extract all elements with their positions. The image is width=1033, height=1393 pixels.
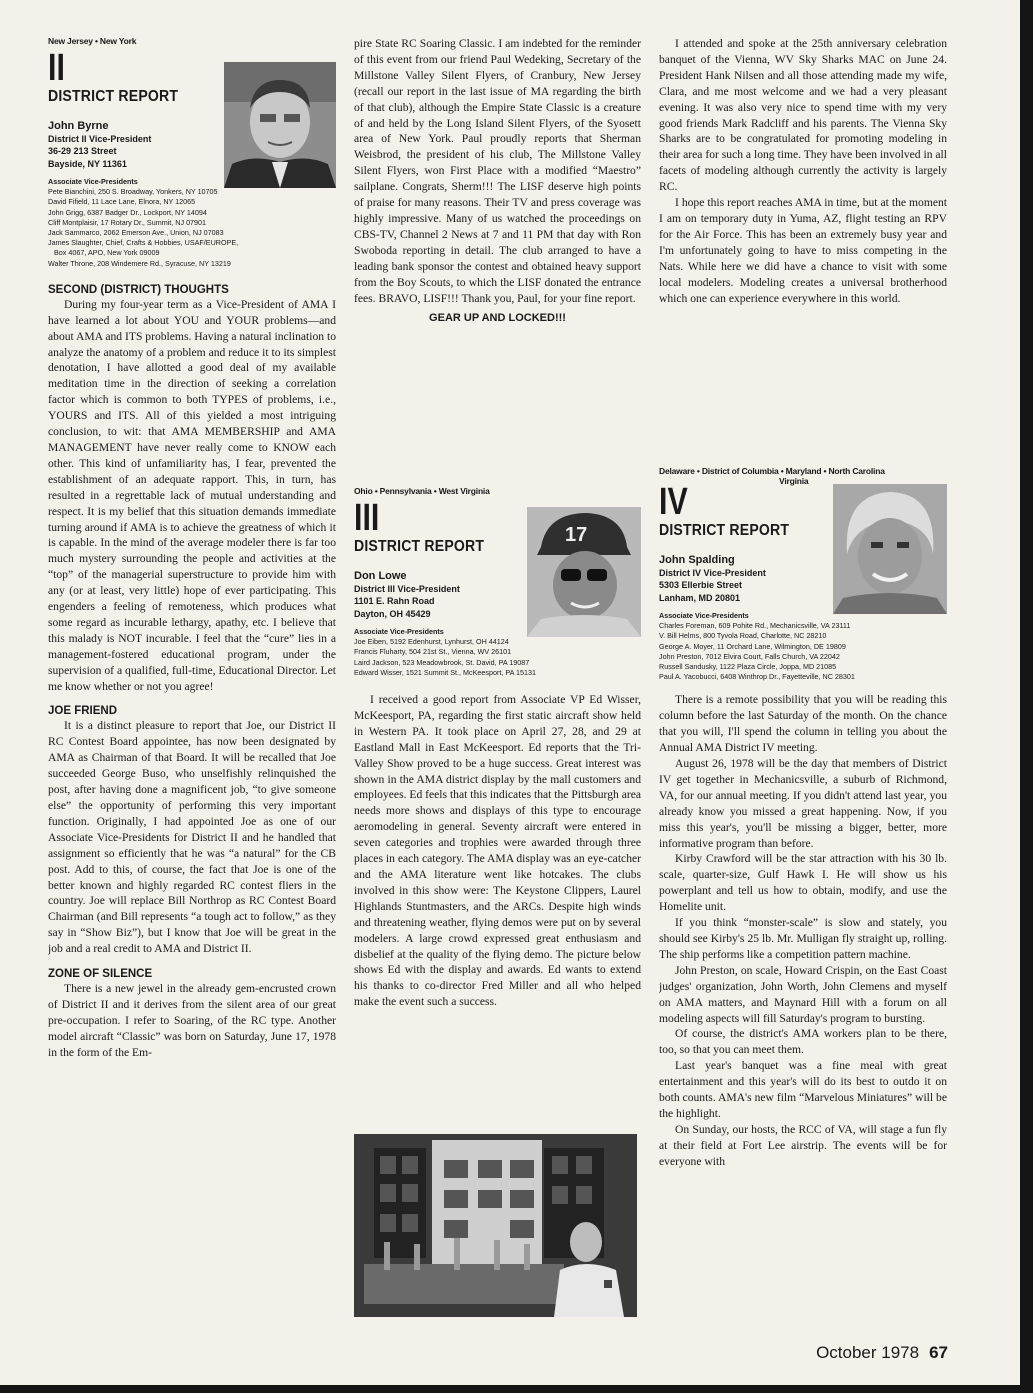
body-paragraph: During my four-year term as a Vice-President of AMA I have learned a lot about YOU and YOUR problems—and about AMA and ITS problems. Having a natural inclination to analyze the anatomy of a problem and reduce it to its simplest denotation, I have allotted a good deal of my available meditation time in the direction of seeking a correlation factor which is common to both TYPES of problems, i.e., YOURS and ITS. All of this yielded a most intriguing conclusion, to wit: that AMA MEMBERSHIP and AMA MANAGEMENT have never really come to KNOW each other. This kind of unfamiliarity has, I fear, prevented the establishment of an adequate rapport. This, in turn, has resulted in a regrettable lack of mutual understanding and respect. It is my belief that this situation demands immediate turning around if AMA is to achieve the greatness of which it is capable. In the mind of the average modeler there is far too much mystery surrounding the people and activities at the “top” of the managerial superstructure to provide him with any (or at least, very little) hope of ever participating. This engenders a feeling of remoteness, which produces what some regard as incurable lethargy, apathy, etc. I believe that this malady is NOT incurable. I feel that the “cure” lies in a management-fostered educational program, under the supervision of a qualified, full-time, Educational Director. Let me know whether or not you agree! — [48, 297, 336, 693]
associate-entry: Jack Sammarco, 2062 Emerson Ave., Union, NJ 07083 — [48, 228, 224, 238]
column-2 — [354, 36, 641, 1326]
body-paragraph-continued: pire State RC Soaring Classic. I am indebted for the reminder of this event from our friend Paul Wedeking, Secretary of the Millstone Valley Silent Flyers, of Cranbury, New Jersey (recall our report in the last issue of MA regarding the birth of that club), although the Empire State Classic is a creature of and held by the Long Island Silent Flyers, of the Syosett area of New York. Paul proudly reports that Sherman Weisbrod, the president of his club, The Millstone Valley Silent Flyers, won First Place with a modified “Maestro” sailplane. Congrats, Sherm!!! The LISF deserve high points of praise for many reasons. Their TV and press coverage was highly impressive. Many of us watched the proceedings on CBS-TV, Channel 2 News at 7 and 11 PM that day with Ron Swoboda reporting in detail. The club arranged to have a leading bank sponsor the contest and obtained heavy support from the Boy Scouts, to which the LISF donated the entrance fees. BRAVO, LISF!!! Thank you, Paul, for your fine report. — [354, 37, 641, 305]
associate-entry: Charles Foreman, 609 Pohite Rd., Mechanicsville, VA 23111 — [659, 621, 851, 631]
section-heading: ZONE OF SILENCE — [48, 968, 153, 981]
column-1 — [48, 36, 336, 1326]
body-paragraph: I hope this report reaches AMA in time, but at the moment I am on temporary duty in Yuma, AZ, flight testing an RPV for the Air Force. This has been an extremely busy year and I'm unfortunately going to have to miss competing in the Nats. While here we did have a chance to visit with some local modelers. Modeling creates a universal brotherhood which one can experience everywhere in this world. — [659, 196, 947, 305]
body-paragraph: Of course, the district's AMA workers plan to be there, too, so that you can meet them. — [659, 1027, 947, 1057]
vp-address-line-1: 1101 E. Rahn Road — [354, 596, 435, 606]
associate-entry: David Fifield, 11 Lace Lane, Elnora, NY 12065 — [48, 197, 196, 207]
vp-name: John Spalding — [659, 554, 735, 566]
associate-entry: Francis Fluharty, 504 21st St., Vienna, WV 26101 — [354, 647, 512, 657]
vp-address-line-1: 5303 Ellerbie Street — [659, 580, 743, 590]
associate-entry: Pete Bianchini, 250 S. Broadway, Yonkers, NY 10705 — [48, 187, 218, 197]
vp-name: Don Lowe — [354, 570, 407, 582]
district-2-associates — [48, 177, 336, 269]
associate-entry: Paul A. Yacobucci, 6408 Winthrop Dr., Fayetteville, NC 28301 — [659, 672, 855, 682]
associate-entry: Edward Wisser, 1521 Summit St., McKeesport, PA 15131 — [354, 667, 537, 677]
issue-date: October 1978 — [816, 1343, 920, 1362]
vp-address-line-1: 36-29 213 Street — [48, 146, 117, 156]
body-paragraph: There is a remote possibility that you will be reading this column before the last Saturday of the month. On the chance that you will, I'll spend the column in telling you about the Annual AMA District IV meeting. — [659, 693, 947, 755]
section-heading: SECOND (DISTRICT) THOUGHTS — [48, 283, 229, 296]
associates-heading: Associate Vice-Presidents — [48, 177, 138, 186]
district-3-heading: DISTRICT REPORT — [354, 538, 485, 555]
svg-text:17: 17 — [565, 524, 588, 546]
body-paragraph: Kirby Crawford will be the star attraction with his 30 lb. scale, quarter-size, Gulf Hawk I. He will show us his powerplant and tell us how to obtain, modify, and use the Homelite unit. — [659, 852, 947, 914]
scan-border-right — [1020, 0, 1033, 1393]
vp-address-line-2: Dayton, OH 45429 — [354, 608, 431, 619]
body-paragraph: John Preston, on scale, Howard Crispin, on the East Coast judges' organization, John Worth, John Clemens and myself on AMA matters, and Maynard Hill with a forum on all modeling aspects will fill Saturday's program to bursting. — [659, 963, 947, 1025]
associate-entry: James Slaughter, Chief, Crafts & Hobbies, USAF/EUROPE, — [48, 238, 239, 248]
associate-entry: Joe Eiben, 5192 Edenhurst, Lynhurst, OH 44124 — [354, 637, 509, 647]
district-2-region: New Jersey • New York — [48, 36, 137, 46]
body-paragraph: There is a new jewel in the already gem-encrusted crown of District II and it derives from the silent area of our great pre-occupation. I refer to Soaring, of the RC type. Another model aircraft “Classic” was born on Saturday, June 17, 1978 in the form of the Em- — [48, 982, 336, 1059]
district-3-numeral: III — [354, 497, 380, 539]
associate-entry: Walter Throne, 208 Windemere Rd., Syracuse, NY 13219 — [48, 258, 231, 268]
vp-address-line-2: Bayside, NY 11361 — [48, 158, 127, 169]
section-heading: JOE FRIEND — [48, 705, 118, 718]
portrait-john-byrne — [224, 62, 336, 188]
associate-entry: Cliff Montplaisir, 17 Rotary Dr., Summit, NJ 07901 — [48, 217, 207, 227]
portrait-don-lowe — [527, 507, 641, 637]
column-3 — [659, 36, 947, 1326]
body-paragraph: August 26, 1978 will be the day that members of District IV get together in Mechanicsville, a suburb of Richmond, VA, for our annual meeting. If you didn't attend last year, you already know you missed a great happening. Now, if you miss this year's, you'll be missing a bigger, better, more informative program than before. — [659, 757, 947, 850]
body-paragraph: I received a good report from Associate VP Ed Wisser, McKeesport, PA, regarding the first static aircraft show held in Western PA. It took place on April 27, 28, and 29 at Eastland Mall in East McKeesport. Ed reports that the Tri-Valley Show proved to be a huge success. Great interest was shown in the AMA district display by the mall customers and employees. Ed feels that this indicates that the Pittsburgh area needs more shows and displays of this type to encourage aeromodeling in general. Seventy aircraft were entered in seven categories and trophies were awarded through three places in each category. The AMA display was an eye-catcher and the AMA literature went like hotcakes. The clubs involved in this show were: The Keystone Clippers, Laurel Highlands Stuntmasters, and the ARCs. Despite high winds and threatening weather, flying demos were put on by several modelers. A large crowd expressed great enthusiasm and disbelief at the quality of the flying demo. The picture below shows Ed with the display and awards. Ed wants to extend his thanks to co-director Fred Miller and all who helped make the event such a success. — [354, 693, 641, 1009]
associates-heading: Associate Vice-Presidents — [659, 611, 749, 620]
vp-title: District III Vice-President — [354, 583, 460, 594]
district-3-region: Ohio • Pennsylvania • West Virginia — [354, 486, 490, 496]
scan-border-bottom — [0, 1385, 1033, 1393]
district-2-numeral: II — [48, 47, 65, 89]
associate-entry: George A. Moyer, 11 Orchard Lane, Wilmington, DE 19809 — [659, 641, 846, 651]
vp-name: John Byrne — [48, 120, 109, 132]
body-paragraph: If you think “monster-scale” is slow and stately, you should see Kirby's 25 lb. Mr. Mulligan fly straight up, rolling. The ship performs like a competition pattern machine. — [659, 916, 947, 961]
associate-entry: John Grigg, 6387 Badger Dr., Lockport, NY 14094 — [48, 207, 207, 217]
body-paragraph: I attended and spoke at the 25th anniversary celebration banquet of the Vienna, WV Sky Sharks MAC on June 24. President Hank Nilsen and all those attending made my wife, Clara, and me most welcome and we had a very pleasant evening. It was also very nice to spend time with my very good friends Mark Radcliff and his parents. The Vienna Sky Sharks are to be congratulated for promoting modeling in their area for such a long time. They have been involved in all facets of modeling although currently the activity is largely RC. — [659, 37, 947, 194]
associate-entry: Laird Jackson, 523 Meadowbrook, St. David, PA 19087 — [354, 657, 530, 667]
associate-entry: Russell Sandusky, 1122 Plaza Circle, Joppa, MD 21085 — [659, 662, 837, 672]
district-4-heading: DISTRICT REPORT — [659, 522, 790, 539]
vp-title: District II Vice-President — [48, 133, 152, 144]
district-4-body — [659, 692, 947, 1169]
page-footer — [816, 1343, 948, 1363]
page-number: 67 — [929, 1343, 948, 1362]
district-4-numeral: IV — [659, 481, 688, 523]
associate-entry: V. Bill Helms, 800 Tyvola Road, Charlotte, NC 28210 — [659, 631, 827, 641]
district-2-heading: DISTRICT REPORT — [48, 88, 179, 105]
associates-heading: Associate Vice-Presidents — [354, 627, 444, 636]
display-photo — [354, 1134, 637, 1317]
district-4-region-line-2: Virginia — [779, 476, 809, 486]
body-paragraph: On Sunday, our hosts, the RCC of VA, will stage a fun fly at their field at Fort Lee airstrip. The events will be for everyone with — [659, 1122, 947, 1168]
associate-entry: Box 4067, APO, New York 09009 — [54, 248, 160, 258]
district-4-region: Delaware • District of Columbia • Maryland • North Carolina — [659, 466, 885, 476]
body-paragraph: Last year's banquet was a fine meal with great entertainment and this year's will do its best to outdo it on both counts. AMA's new film “Marvelous Miniatures” will be the highlight. — [659, 1059, 947, 1120]
vp-title: District IV Vice-President — [659, 567, 766, 578]
vp-address-line-2: Lanham, MD 20801 — [659, 592, 741, 603]
closing-line: GEAR UP AND LOCKED!!! — [429, 312, 566, 325]
body-paragraph: It is a distinct pleasure to report that Joe, our District II RC Contest Board appointee, has now been designated by AMA as Chairman of that Board. It will be recalled that Joe succeeded George Buso, who unselfishly relinquished the post, after having done a magnificent job, “to give someone else” the opportunity of performing this very important function. Originally, I had appointed Joe as one of our Associate Vice-Presidents for District II and he handled that assignment so efficiently that he was “a natural” for the CB post. Add to this, of course, the fact that Joe is one of the better known and highly regarded RC contest fliers in the country. Joe will replace Bill Northrop as RC Contest Board Chairman (and Bill represents “a tough act to follow,” as they say in “Show Biz”), but I know that Joe will be great in the job and a real credit to AMA and District II. — [48, 719, 336, 956]
district-4-associates — [659, 611, 947, 682]
associate-entry: John Preston, 7012 Elvira Court, Falls Church, VA 22042 — [659, 651, 840, 661]
portrait-john-spalding — [833, 484, 947, 614]
